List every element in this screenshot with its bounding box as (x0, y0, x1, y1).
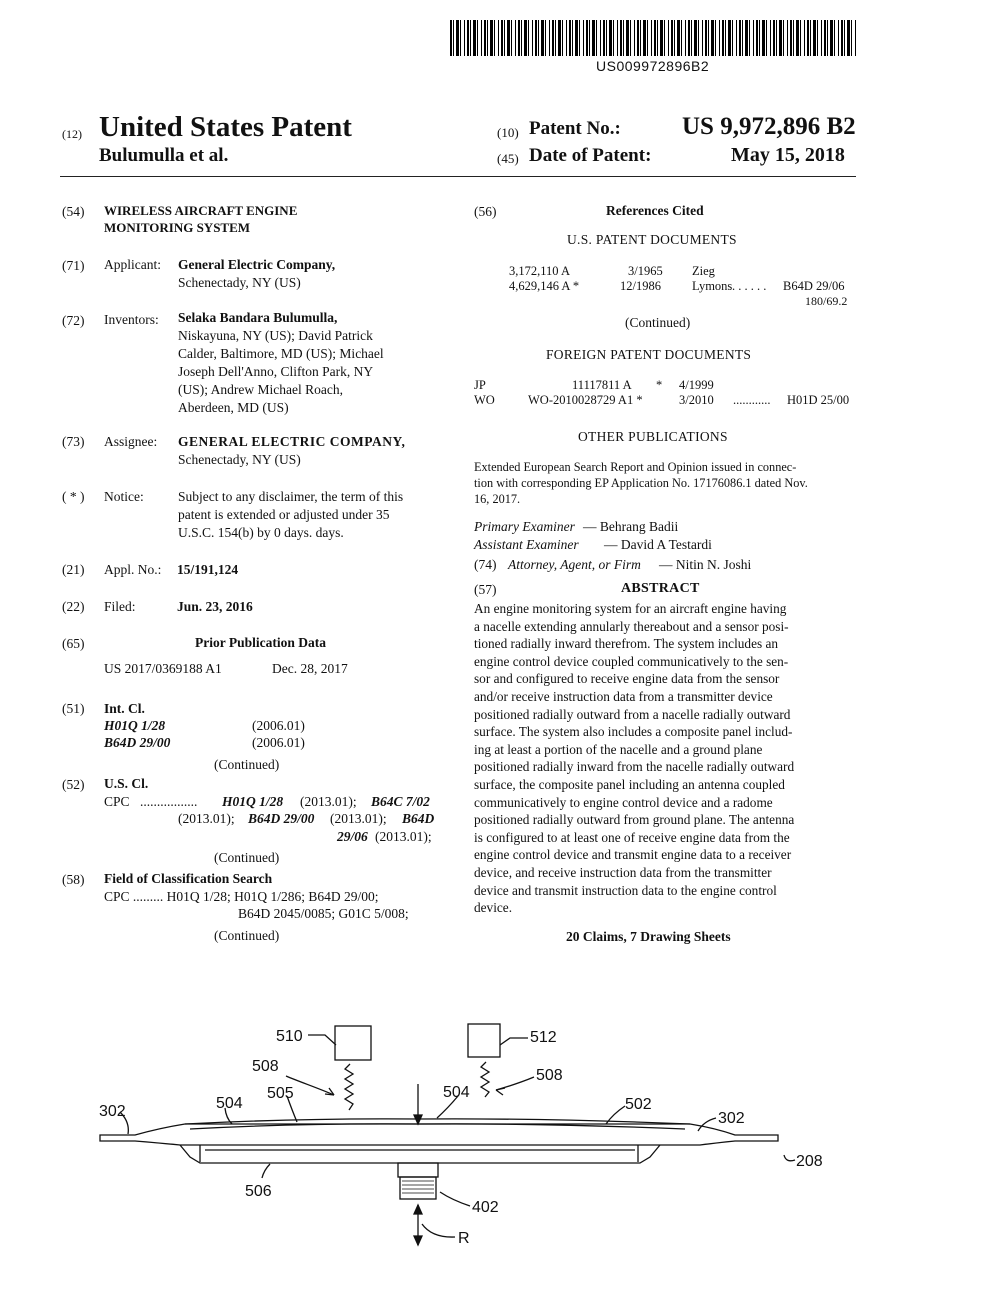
barcode-number: US009972896B2 (596, 58, 710, 74)
code-57: (57) (474, 582, 497, 597)
appl-no: 15/191,124 (177, 562, 239, 577)
title-line-1: WIRELESS AIRCRAFT ENGINE (104, 203, 298, 218)
patent-no-label: Patent No.: (529, 118, 621, 139)
prior-publication-date: Dec. 28, 2017 (272, 661, 348, 676)
ref-2-class-2: 180/69.2 (805, 294, 848, 308)
us-cl-label: U.S. Cl. (104, 776, 149, 791)
abstract-line: and/or receive instruction data from a transmitter device (474, 689, 773, 704)
code-72: (72) (62, 313, 85, 328)
header-rule (60, 176, 856, 177)
cpc-class-b-date: (2013.01); (178, 811, 235, 826)
int-cl-continued: (Continued) (214, 757, 280, 772)
ref-402: 402 (472, 1199, 499, 1216)
cpc-class-b: B64C 7/02 (371, 794, 430, 809)
applicant-name: General Electric Company, (178, 257, 336, 272)
abstract-line: sor and configured to receive engine data from the sensor (474, 671, 780, 687)
foreign-1-number: 11117811 A (572, 378, 632, 392)
abstract-line: surface, the composite panel including an antenna coupled (474, 777, 785, 792)
inventors-short: Bulumulla et al. (99, 145, 229, 166)
filed-date: Jun. 23, 2016 (177, 599, 253, 614)
foreign-1-country: JP (474, 378, 486, 392)
inventors-line-4: Joseph Dell'Anno, Clifton Park, NY (178, 364, 374, 379)
int-cl-2: B64D 29/00 (104, 735, 171, 750)
inventors-line-5: (US); Andrew Michael Roach, (178, 382, 343, 397)
assignee-location: Schenectady, NY (US) (178, 452, 301, 467)
cpc-class-c-date: (2013.01); (330, 811, 387, 826)
ref-508-left: 508 (252, 1058, 279, 1075)
field-of-search-line-2: B64D 2045/0085; G01C 5/008; (238, 906, 409, 921)
title-line-2: MONITORING SYSTEM (104, 220, 251, 235)
assistant-examiner-label: Assistant Examiner (474, 537, 579, 552)
inventors-line-6: Aberdeen, MD (US) (178, 400, 289, 415)
code-52: (52) (62, 777, 85, 792)
code-65: (65) (62, 636, 85, 651)
notice-line-3: U.S.C. 154(b) by 0 days. days. (178, 525, 344, 540)
code-58: (58) (62, 872, 85, 887)
filed-label: Filed: (104, 599, 136, 614)
other-pub-line-1: Extended European Search Report and Opinion issued in connec- (474, 460, 797, 474)
ref-1-number: 3,172,110 A (509, 264, 570, 278)
other-publications-heading: OTHER PUBLICATIONS (578, 429, 728, 444)
abstract-line: positioned radially inward from the nacelle radially outward (474, 759, 795, 775)
foreign-2-class: H01D 25/00 (787, 393, 850, 407)
abstract-line: ing at least a portion of the nacelle and a ground plane (474, 741, 763, 757)
foreign-2-dots: ............ (733, 393, 771, 407)
ref-R: R (458, 1230, 470, 1247)
claims-summary: 20 Claims, 7 Drawing Sheets (566, 929, 731, 944)
abstract-line: tioned radially inward therefrom. The system includes an (474, 636, 779, 652)
prior-publication-heading: Prior Publication Data (195, 635, 326, 650)
primary-examiner-name: — Behrang Badii (583, 519, 679, 534)
cpc-class-d-date: (2013.01); (375, 829, 432, 844)
us-patent-documents-heading: U.S. PATENT DOCUMENTS (567, 232, 737, 247)
attorney-label: Attorney, Agent, or Firm (508, 557, 641, 572)
code-51: (51) (62, 701, 85, 716)
int-cl-2-date: (2006.01) (252, 735, 305, 750)
cpc-dots: ................. (140, 794, 198, 809)
abstract-line: positioned radially outward from ground plane. The antenna (474, 812, 795, 828)
receiver-box-512 (468, 1024, 500, 1057)
abstract-line: a nacelle extending annularly thereabout and a sensor posi- (474, 618, 789, 634)
abstract-line: is configured to at least one of receive engine data from the (474, 829, 790, 845)
ref-506: 506 (245, 1183, 272, 1200)
appl-no-label: Appl. No.: (104, 562, 162, 577)
field-of-search-continued: (Continued) (214, 928, 280, 943)
notice-line-2: patent is extended or adjusted under 35 (178, 507, 390, 522)
ref-2-class: B64D 29/06 (783, 279, 845, 293)
field-of-search-label: Field of Classification Search (104, 871, 273, 886)
abstract-line: device and transmit instruction data to the engine control (474, 882, 777, 898)
ref-2-number: 4,629,146 A * (509, 279, 580, 293)
int-cl-1: H01Q 1/28 (104, 718, 166, 733)
int-cl-label: Int. Cl. (104, 701, 145, 716)
abstract-line: positioned radially outward from a nacelle radially outward (474, 706, 791, 722)
foreign-2-date: 3/2010 (679, 393, 714, 407)
abstract-line: engine control device and transmit engine data to a receiver (474, 847, 792, 863)
applicant-location: Schenectady, NY (US) (178, 275, 301, 290)
ref-1-date: 3/1965 (628, 264, 663, 278)
other-pub-line-2: tion with corresponding EP Application No. 17176086.1 dated Nov. (474, 476, 808, 490)
ref-504-left: 504 (216, 1095, 243, 1112)
barcode (450, 20, 856, 56)
ref-502: 502 (625, 1096, 652, 1113)
primary-examiner-label: Primary Examiner (474, 519, 575, 534)
ref-2-date: 12/1986 (620, 279, 661, 293)
foreign-1-date: 4/1999 (679, 378, 714, 392)
code-73: (73) (62, 434, 85, 449)
inventors-line-1: Selaka Bandara Bulumulla, (178, 310, 338, 325)
foreign-2-country: WO (474, 393, 495, 407)
code-21: (21) (62, 562, 85, 577)
references-continued: (Continued) (625, 315, 691, 330)
notice-line-1: Subject to any disclaimer, the term of this (178, 489, 404, 504)
date-of-patent: May 15, 2018 (731, 144, 845, 166)
notice-label: Notice: (104, 489, 144, 504)
inventors-line-3: Calder, Baltimore, MD (US); Michael (178, 346, 384, 361)
patent-type-title: United States Patent (99, 111, 352, 143)
ref-2-dots: . . . . . . (732, 279, 767, 293)
code-notice: ( * ) (62, 489, 85, 504)
inventors-line-2: Niskayuna, NY (US); David Patrick (178, 328, 373, 343)
ref-302-right: 302 (718, 1110, 745, 1127)
ref-512: 512 (530, 1029, 557, 1046)
abstract-line: engine control device coupled communicatively to the sen- (474, 653, 789, 669)
int-cl-1-date: (2006.01) (252, 718, 305, 733)
field-of-search-line-1: CPC ......... H01Q 1/28; H01Q 1/286; B64D 29/00; (104, 889, 379, 904)
foreign-2-number: WO-2010028729 A1 * (528, 393, 643, 407)
prior-publication-number: US 2017/0369188 A1 (104, 661, 222, 676)
abstract-line: device, and receive instruction data from the transmitter (474, 865, 772, 880)
code-45: (45) (497, 151, 519, 166)
assignee-label: Assignee: (104, 434, 158, 449)
references-heading: References Cited (606, 203, 704, 218)
code-74: (74) (474, 557, 497, 572)
patent-number: US 9,972,896 B2 (682, 113, 856, 140)
abstract-line: An engine monitoring system for an aircraft engine having (474, 601, 787, 616)
ref-508-right: 508 (536, 1067, 563, 1084)
cpc-class-d-2: 29/06 (337, 829, 368, 844)
code-71: (71) (62, 258, 85, 273)
cpc-label: CPC (104, 794, 130, 809)
ref-504-center: 504 (443, 1084, 470, 1101)
cpc-class-a: H01Q 1/28 (222, 794, 284, 809)
us-cl-continued: (Continued) (214, 850, 280, 865)
code-56: (56) (474, 204, 497, 219)
abstract-line: communicatively to engine control device and a radome (474, 794, 773, 810)
ref-510: 510 (276, 1028, 303, 1045)
assistant-examiner-name: — David A Testardi (604, 537, 712, 552)
cpc-class-a-date: (2013.01); (300, 794, 357, 809)
transmitter-box-510 (335, 1026, 371, 1060)
representative-drawing (0, 1000, 988, 1260)
date-of-patent-label: Date of Patent: (529, 145, 652, 166)
attorney-name: — Nitin N. Joshi (659, 557, 752, 572)
abstract-line: surface. The system also includes a composite panel includ- (474, 724, 793, 740)
other-pub-line-3: 16, 2017. (474, 492, 521, 506)
ref-505: 505 (267, 1085, 294, 1102)
abstract-line: device. (474, 900, 513, 916)
assignee-name: GENERAL ELECTRIC COMPANY, (178, 434, 406, 449)
ref-2-name: Lymons (692, 279, 733, 293)
foreign-documents-heading: FOREIGN PATENT DOCUMENTS (546, 347, 752, 362)
ref-302-left: 302 (99, 1103, 126, 1120)
cpc-class-c: B64D 29/00 (248, 811, 315, 826)
code-22: (22) (62, 599, 85, 614)
foreign-1-star: * (656, 378, 663, 392)
cpc-class-d: B64D (402, 811, 435, 826)
ref-1-name: Zieg (692, 264, 715, 278)
code-10: (10) (497, 125, 519, 140)
inventors-label: Inventors: (104, 312, 159, 327)
ref-208: 208 (796, 1153, 823, 1170)
abstract-heading: ABSTRACT (621, 581, 700, 596)
applicant-label: Applicant: (104, 257, 161, 272)
code-54: (54) (62, 204, 85, 219)
code-12: (12) (62, 127, 82, 141)
